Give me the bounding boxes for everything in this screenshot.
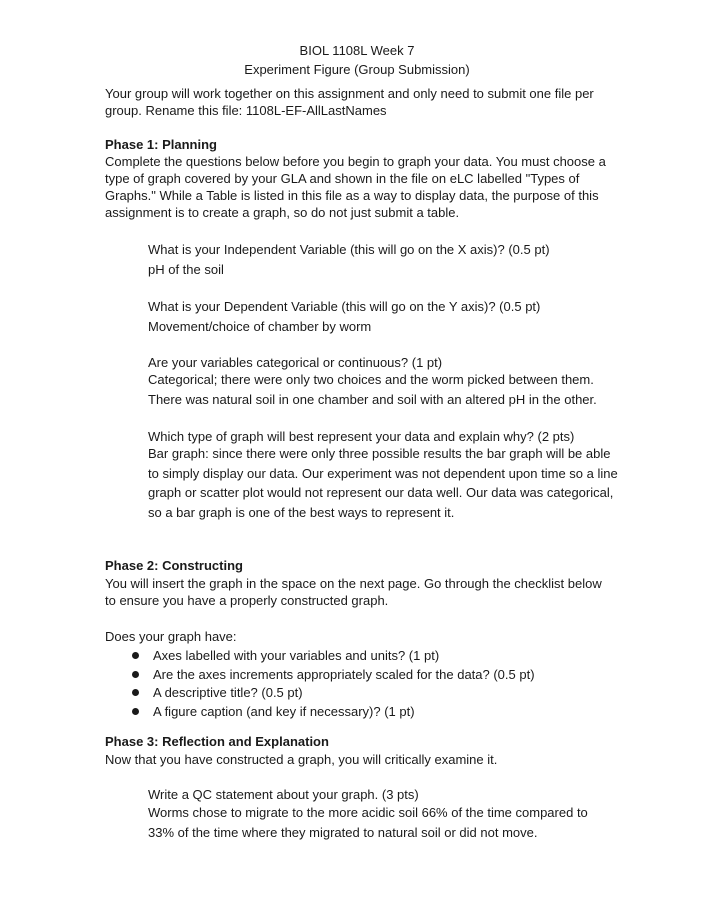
document-subtitle: Experiment Figure (Group Submission) bbox=[244, 62, 470, 77]
phase3-instructions: Now that you have constructed a graph, you will critically examine it. bbox=[105, 752, 498, 767]
phase1-answer-3: Categorical; there were only two choices and the worm picked between them. There was natural soil in one chamber and soil with an altered pH in the other. bbox=[148, 372, 597, 407]
checklist-item: Axes labelled with your variables and units? (1 pt) bbox=[105, 647, 615, 666]
checklist-intro: Does your graph have: bbox=[105, 629, 237, 644]
phase1-question-4: Which type of graph will best represent your data and explain why? (2 pts) bbox=[148, 429, 575, 444]
phase3-question-1: Write a QC statement about your graph. (3 pts) bbox=[148, 787, 419, 802]
phase3-answer-1: Worms chose to migrate to the more acidic soil 66% of the time compared to 33% of the time where they migrated to natural soil or did not move. bbox=[148, 805, 588, 840]
checklist-item: Are the axes increments appropriately scaled for the data? (0.5 pt) bbox=[105, 666, 615, 685]
phase1-answer-4: Bar graph: since there were only three possible results the bar graph will be able to simply display our data. Our experiment was not dependent upon time so a line graph or scatter plot would not represent our data well. Our data was categorical, so a bar graph is one of the best ways to represent it. bbox=[148, 446, 618, 520]
checklist-item: A descriptive title? (0.5 pt) bbox=[105, 684, 615, 703]
phase1-question-3: Are your variables categorical or continuous? (1 pt) bbox=[148, 355, 443, 370]
bullet-icon bbox=[132, 689, 139, 696]
phase1-instructions: Complete the questions below before you begin to graph your data. You must choose a type of graph covered by your GLA and shown in the file on eLC labelled "Types of Graphs." While a Table is listed in this file as a way to display data, the purpose of this assignment is to create a graph, so do not just submit a table. bbox=[105, 154, 606, 220]
intro-paragraph: Your group will work together on this assignment and only need to submit one file per group. Rename this file: 1108L-EF-AllLastNames bbox=[105, 86, 594, 118]
phase2-heading: Phase 2: Constructing bbox=[105, 558, 243, 573]
checklist bbox=[105, 647, 615, 721]
phase1-question-2: What is your Dependent Variable (this will go on the Y axis)? (0.5 pt) bbox=[148, 299, 541, 314]
phase1-question-1: What is your Independent Variable (this will go on the X axis)? (0.5 pt) bbox=[148, 242, 550, 257]
checklist-item: A figure caption (and key if necessary)? (1 pt) bbox=[105, 703, 615, 722]
course-title: BIOL 1108L Week 7 bbox=[299, 43, 415, 58]
phase1-answer-1: pH of the soil bbox=[148, 262, 224, 277]
bullet-icon bbox=[132, 671, 139, 678]
phase3-heading: Phase 3: Reflection and Explanation bbox=[105, 734, 329, 749]
bullet-icon bbox=[132, 652, 139, 659]
phase1-answer-2: Movement/choice of chamber by worm bbox=[148, 319, 372, 334]
phase2-instructions: You will insert the graph in the space on the next page. Go through the checklist below to ensure you have a properly constructed graph. bbox=[105, 576, 602, 608]
phase1-heading: Phase 1: Planning bbox=[105, 137, 217, 152]
bullet-icon bbox=[132, 708, 139, 715]
